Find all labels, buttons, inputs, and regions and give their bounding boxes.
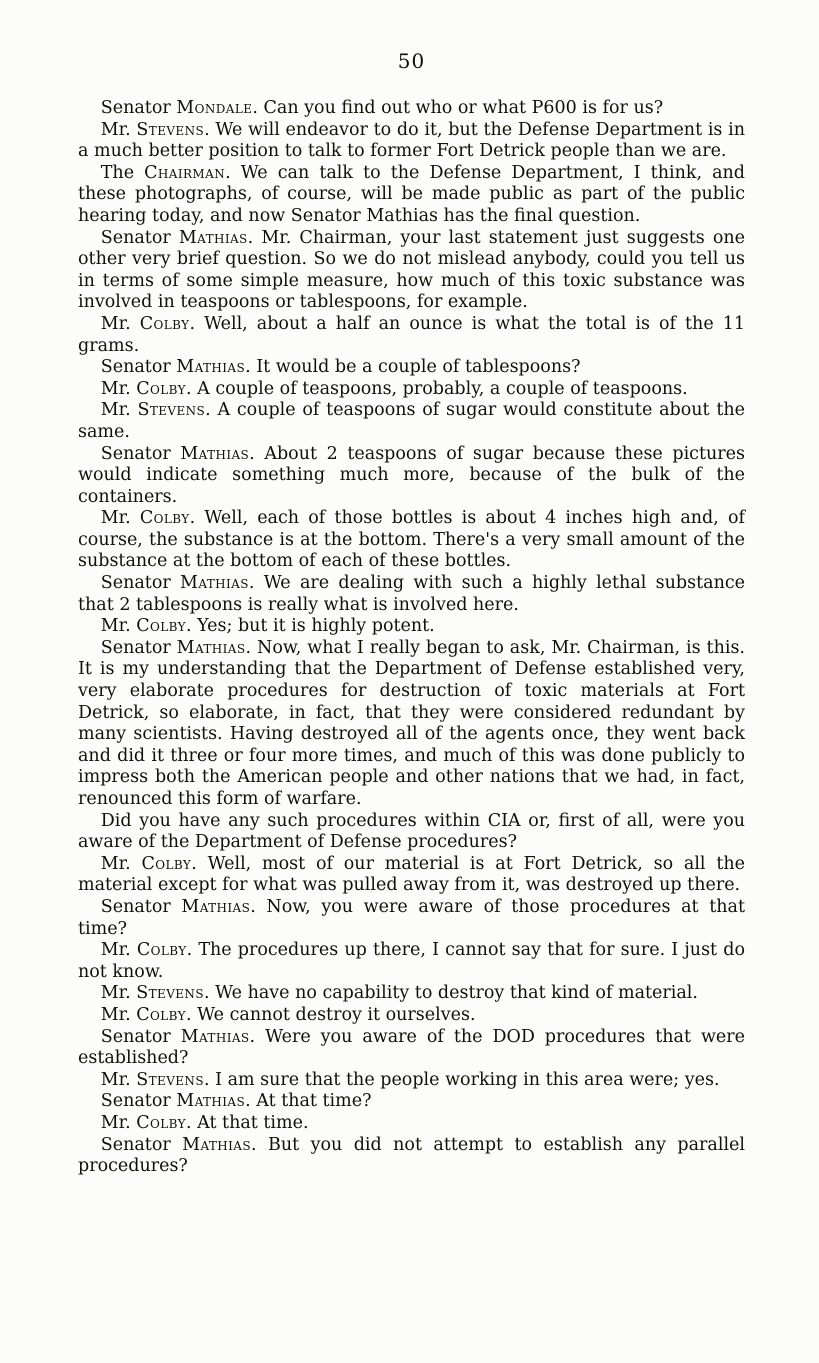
speaker-label: Senator Mondale. <box>100 98 264 118</box>
transcript-paragraph <box>78 314 745 357</box>
transcript-paragraph <box>78 444 745 509</box>
speaker-name: Stevens <box>136 983 204 1004</box>
transcript-paragraph <box>78 1005 745 1027</box>
paragraph-text: It would be a couple of tablespoons? <box>256 357 581 378</box>
paragraph-text: We can talk to the Defense Department, I think, and these photographs, of course, will be made public as part of the public hearing today, and now Senator Mathias has the final question. <box>78 162 745 226</box>
speaker-label: Mr. Colby. <box>100 313 205 334</box>
speaker-name: Mathias <box>180 443 250 464</box>
speaker-name: Stevens <box>136 119 205 140</box>
speaker-label: Mr. Colby. <box>100 508 205 529</box>
transcript-paragraph <box>78 854 745 897</box>
transcript-paragraph <box>78 1135 745 1178</box>
transcript-paragraph <box>78 400 745 443</box>
transcript-body <box>78 98 745 1178</box>
speaker-label: Senator Mathias. <box>100 637 257 658</box>
speaker-name: Mathias <box>178 227 248 248</box>
speaker-name: Mondale <box>176 98 253 118</box>
transcript-paragraph <box>78 120 745 163</box>
transcript-paragraph <box>78 1113 745 1135</box>
speaker-name: Colby <box>136 378 186 399</box>
speaker-label: Mr. Colby. <box>100 378 198 399</box>
transcript-paragraph <box>78 573 745 616</box>
paragraph-text: We cannot destroy it ourselves. <box>197 1004 476 1025</box>
transcript-paragraph <box>78 357 745 379</box>
paragraph-text: Were you aware of the DOD procedures that were established? <box>78 1026 745 1069</box>
speaker-name: Mathias <box>182 1134 251 1155</box>
paragraph-text: Now, you were aware of those procedures at that time? <box>78 896 745 939</box>
speaker-label: Senator Mathias. <box>100 357 257 378</box>
speaker-name: Colby <box>136 1004 186 1025</box>
paragraph-text: About 2 teaspoons of sugar because these pictures would indicate something much more, because of the bulk of the containers. <box>78 443 745 507</box>
paragraph-text: Now, what I really began to ask, Mr. Chairman, is this. It is my understanding that the Department of Defense established very, very elaborate procedures for destruction of toxic materials at Fort Detrick, so elaborate, in fact, that they were considered redundant by many scientists. Having destroyed all of the agents once, they went back and did it three or four more times, and much of this was done publicly to impress both the American people and other nations that we had, in fact, renounced this form of warfare. <box>78 637 745 809</box>
speaker-label: Senator Mathias. <box>100 896 267 917</box>
transcript-paragraph <box>78 379 745 401</box>
paragraph-text: I am sure that the people working in this area were; yes. <box>215 1069 720 1090</box>
speaker-name: Mathias <box>180 1026 250 1047</box>
speaker-label: Senator Mathias. <box>100 443 265 464</box>
speaker-label: Senator Mathias. <box>100 573 264 594</box>
speaker-label: Senator Mathias. <box>100 227 262 248</box>
transcript-paragraph <box>78 163 745 228</box>
paragraph-text: Did you have any such procedures within CIA or, first of all, were you aware of the Department of Defense procedures? <box>78 810 745 853</box>
paragraph-text: The procedures up there, I cannot say that for sure. I just do not know. <box>78 940 745 982</box>
speaker-name: Mathias <box>180 573 249 594</box>
paragraph-text: Mr. Chairman, your last statement just suggests one other very brief question. So we do not mislead anybody, could you tell us in terms of some simple measure, how much of this toxic substance was involved in teaspoons or tablespoons, for example. <box>78 227 745 313</box>
transcript-paragraph <box>78 98 745 120</box>
speaker-label: Mr. Stevens. <box>100 1069 216 1090</box>
speaker-label: Mr. Stevens. <box>100 400 218 421</box>
paragraph-text: At that time. <box>197 1112 309 1133</box>
transcript-paragraph <box>78 616 745 638</box>
speaker-name: Colby <box>141 853 192 874</box>
speaker-name: Chairman <box>144 162 226 183</box>
paragraph-text: A couple of teaspoons, probably, a couple of teaspoons. <box>197 378 688 399</box>
speaker-label: Senator Mathias. <box>100 1134 268 1155</box>
transcript-paragraph <box>78 811 745 854</box>
speaker-name: Colby <box>136 940 187 961</box>
paragraph-text: At that time? <box>256 1091 372 1112</box>
transcript-paragraph <box>78 940 745 983</box>
paragraph-text: We have no capability to destroy that kind of material. <box>215 983 698 1004</box>
speaker-name: Stevens <box>136 1069 204 1090</box>
transcript-paragraph <box>78 1091 745 1113</box>
speaker-name: Colby <box>139 508 190 529</box>
transcript-paragraph <box>78 1070 745 1092</box>
speaker-name: Colby <box>136 616 186 637</box>
paragraph-text: A couple of teaspoons of sugar would constitute about the same. <box>78 400 745 442</box>
speaker-label: The Chairman. <box>100 162 241 183</box>
transcript-paragraph <box>78 228 745 314</box>
speaker-label: Mr. Colby. <box>100 616 198 637</box>
transcript-paragraph <box>78 508 745 573</box>
speaker-label: Mr. Stevens. <box>100 983 216 1004</box>
paragraph-text: We are dealing with such a highly lethal substance that 2 tablespoons is really what is involved here. <box>78 573 745 615</box>
speaker-label: Senator Mathias. <box>100 1026 266 1047</box>
paragraph-text: Well, each of those bottles is about 4 inches high and, of course, the substance is at the bottom. There's a very small amount of the substance at the bottom of each of these bottles. <box>78 508 745 572</box>
speaker-label: Mr. Colby. <box>100 1004 198 1025</box>
speaker-name: Stevens <box>137 400 206 421</box>
speaker-label: Mr. Colby. <box>100 853 208 874</box>
transcript-paragraph <box>78 983 745 1005</box>
speaker-label: Mr. Colby. <box>100 940 199 961</box>
paragraph-text: Well, most of our material is at Fort Detrick, so all the material except for what was pulled away from it, was destroyed up there. <box>78 853 745 896</box>
paragraph-text: Well, about a half an ounce is what the total is of the 11 grams. <box>78 313 745 356</box>
paragraph-text: We will endeavor to do it, but the Defense Department is in a much better position to talk to former Fort Detrick people than we are. <box>78 119 745 162</box>
speaker-label: Mr. Stevens. <box>100 119 216 140</box>
transcript-paragraph <box>78 1027 745 1070</box>
paragraph-text: But you did not attempt to establish any parallel procedures? <box>78 1134 745 1177</box>
speaker-label: Mr. Colby. <box>100 1112 198 1133</box>
speaker-name: Mathias <box>176 357 246 378</box>
speaker-name: Mathias <box>181 896 251 917</box>
paragraph-text: Can you find out who or what P600 is for us? <box>263 98 664 118</box>
transcript-paragraph <box>78 897 745 940</box>
speaker-label: Senator Mathias. <box>100 1091 257 1112</box>
speaker-name: Mathias <box>176 1091 246 1112</box>
transcript-paragraph <box>78 638 745 811</box>
speaker-name: Colby <box>136 1112 186 1133</box>
speaker-name: Mathias <box>176 637 246 658</box>
speaker-name: Colby <box>139 313 190 334</box>
paragraph-text: Yes; but it is highly potent. <box>197 616 435 637</box>
page-number: 50 <box>397 49 426 73</box>
